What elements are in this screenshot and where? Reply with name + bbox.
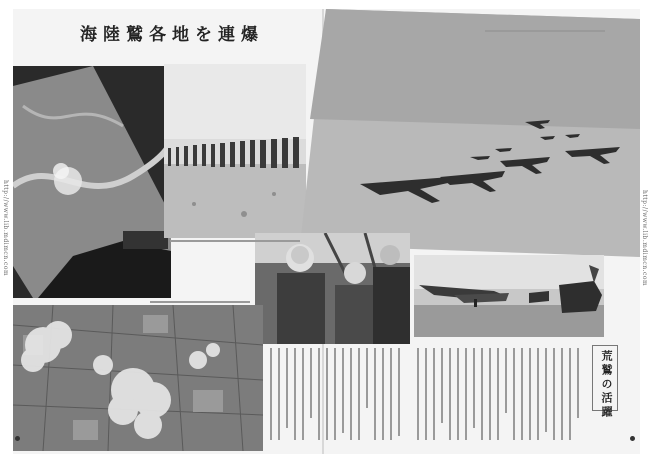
bomber-formation-photo <box>300 9 640 257</box>
section-title: 荒鷲の活躍 <box>600 350 613 420</box>
soldiers-march-photo <box>164 64 306 238</box>
aircraft-ground-photo <box>414 255 604 337</box>
page-headline: 海陸鷲各地を連爆 <box>80 25 264 45</box>
aerial-view-photo <box>13 66 171 298</box>
side-watermark-right: http://www.lib.mdimcn.com <box>641 190 648 287</box>
side-watermark-left: http://www.lib.mdimcn.com <box>2 180 9 277</box>
article-text-left <box>268 348 408 440</box>
caption-soldiers <box>170 240 300 242</box>
page-marker-left <box>15 436 20 441</box>
pilots-cockpit-photo <box>255 233 410 344</box>
city-bombing-photo <box>13 305 263 451</box>
caption-bombers <box>485 30 605 32</box>
article-text-right <box>415 348 590 440</box>
page-marker-right <box>630 436 635 441</box>
caption-aerial <box>150 301 250 303</box>
